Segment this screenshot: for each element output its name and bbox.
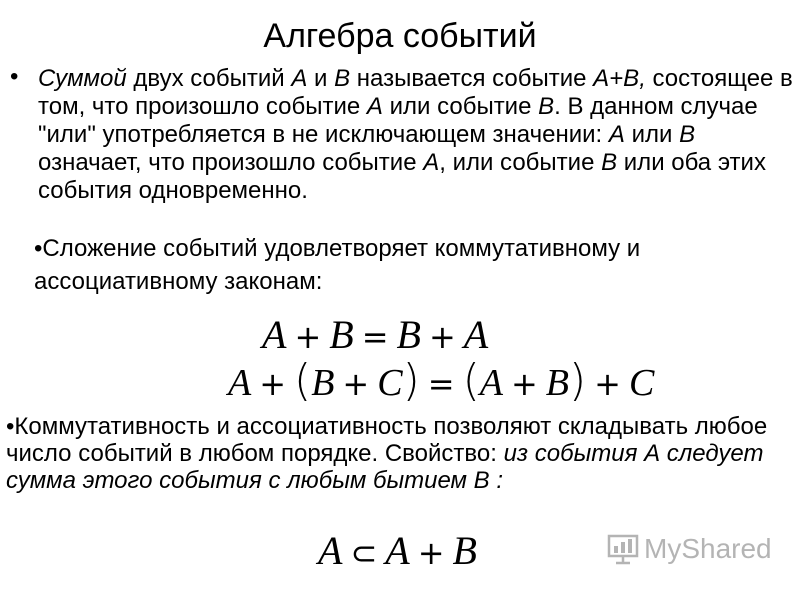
text-fragment: означает, что произошло событие	[38, 149, 424, 176]
equals-sign: =	[427, 365, 455, 403]
text-fragment: или оба этих события одновременно.	[38, 149, 766, 204]
text-fragment: . В данном случае "или" употребляется в не исключающем значении:	[38, 93, 758, 148]
formula-symbol: A	[262, 312, 287, 357]
property-text: •Коммутативность и ассоциативность позволяют складывать любое число событий в любом порядке. Свойство:	[6, 413, 768, 467]
text-fragment: состоящее в том, что произошло событие	[38, 65, 793, 120]
associative-formula	[228, 355, 655, 407]
property-italic-text: из события А следует сумма этого события с любым бытием В :	[6, 440, 764, 494]
equals-sign: =	[361, 318, 389, 356]
right-paren: )	[402, 355, 420, 406]
text-fragment: называется событие	[350, 65, 594, 92]
subset-sign: ⊂	[350, 534, 378, 572]
formula-symbol: A	[228, 362, 252, 404]
commutative-formula	[262, 312, 488, 360]
slide-title: Алгебра событий	[263, 17, 537, 55]
formula-symbol: A	[385, 528, 410, 573]
right-paren: )	[569, 355, 587, 406]
plus-sign: +	[428, 318, 456, 356]
term-sum: Суммой	[38, 65, 127, 92]
watermark-text: MyShared	[644, 533, 772, 564]
plus-sign: +	[510, 365, 538, 403]
formula-symbol: C	[377, 362, 403, 404]
subset-formula	[318, 528, 477, 576]
text-fragment: двух событий	[126, 65, 292, 92]
formula-symbol: B	[452, 528, 477, 573]
text-fragment: , или событие	[439, 149, 602, 176]
formula-symbol: B	[329, 312, 354, 357]
event-b: В	[601, 149, 618, 176]
event-a: А	[608, 121, 625, 148]
event-b: В	[679, 121, 696, 148]
property-paragraph	[6, 413, 796, 494]
event-b: В	[538, 93, 555, 120]
plus-sign: +	[294, 318, 322, 356]
formula-symbol: B	[545, 362, 569, 404]
event-a: А	[366, 93, 383, 120]
plus-sign: +	[342, 365, 370, 403]
formula-symbol: A	[463, 312, 489, 357]
left-paren: (	[294, 355, 312, 406]
event-b: В	[334, 65, 351, 92]
plus-sign: +	[259, 365, 287, 403]
left-paren: (	[462, 355, 480, 406]
plus-sign: +	[594, 365, 621, 403]
formula-symbol: A	[479, 362, 503, 404]
laws-paragraph: •Сложение событий удовлетворяет коммутативному и ассоциативному законам:	[34, 235, 641, 295]
text-fragment: или событие	[382, 93, 539, 120]
event-a: А	[291, 65, 308, 92]
event-a: А	[423, 149, 440, 176]
formula-symbol: C	[628, 362, 655, 404]
text-fragment: и	[307, 65, 335, 92]
text-fragment: или	[624, 121, 680, 148]
bullet: •	[10, 63, 19, 90]
plus-sign: +	[417, 534, 445, 572]
presentation-chart-icon	[606, 532, 640, 566]
formula-symbol: A	[318, 528, 343, 573]
myshared-watermark	[606, 532, 772, 566]
event-sum: А+В,	[593, 65, 646, 92]
definition-paragraph	[38, 65, 796, 205]
formula-symbol: B	[396, 312, 421, 357]
formula-symbol: B	[311, 362, 335, 404]
